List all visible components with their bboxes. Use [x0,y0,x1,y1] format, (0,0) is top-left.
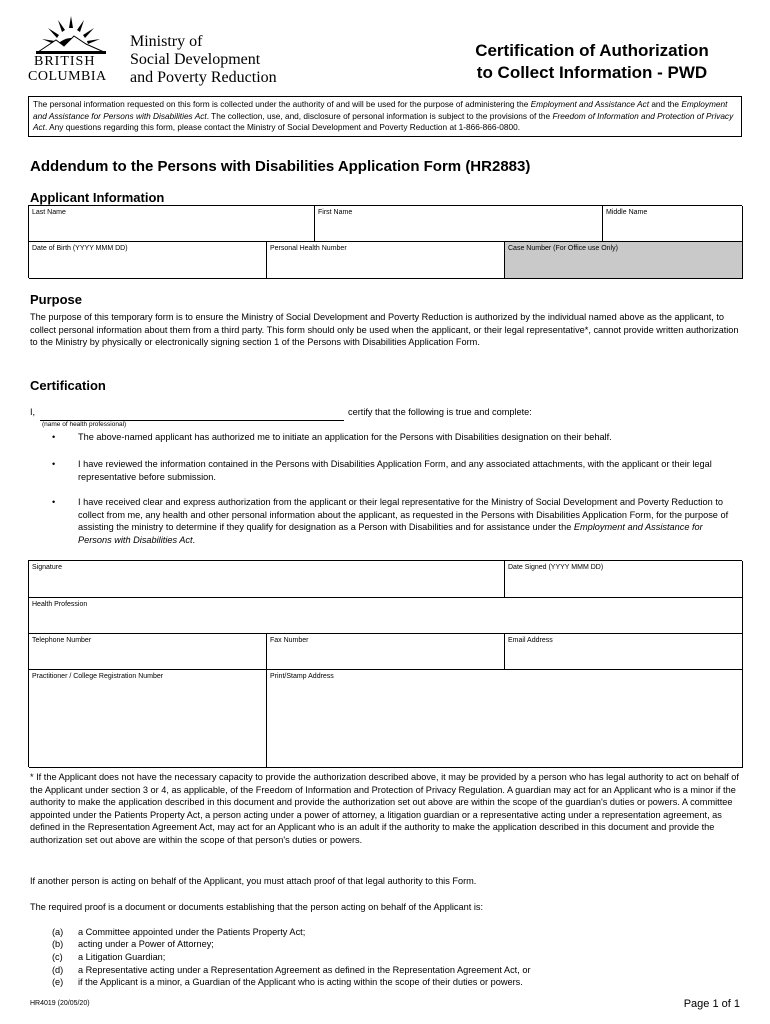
proof-item-label: (d) [52,965,64,975]
proof-item-text: if the Applicant is a minor, a Guardian of the Applicant who is acting within the scope of their duties or powers. [78,977,523,987]
certify-text: certify that the following is true and complete: [348,407,532,417]
privacy-notice [28,96,742,137]
footnote-text: * If the Applicant does not have the necessary capacity to provide the authorization described above, it may be provided by a person who has legal authority to act on behalf of the Applicant under section 3 or 4, as applicable, of the Freedom of Information and Protection of Privacy Regulation. A guardian may act for an Applicant who is a minor if the authority to make the application described in this document and provide the authorization set out above are within the scope of the guardian's duties or powers. A committee appointed under the Patients Property Act, a person acting under a power of attorney, a litigation guardian or a representative acting under a representation agreement, as defined in the Representation Agreement Act, may act for an Applicant who is an adult if the authority to make the application described in this document and provide the authorization set out above are within the scope of that person's duties or powers. [30,772,739,845]
certification-heading: Certification [30,378,106,393]
province-name-line1: BRITISH [34,54,96,69]
date-signed-label: Date Signed (YYYY MMM DD) [508,564,604,571]
fax-field[interactable] [267,634,505,670]
purpose-heading: Purpose [30,292,83,307]
proof-item-b [52,938,742,951]
proof-item-a [52,926,742,939]
email-field[interactable] [505,634,743,670]
ministry-line2: Social Development [130,51,261,68]
proof-item-label: (b) [52,939,64,949]
email-label: Email Address [508,637,553,644]
proof-item-d [52,964,742,977]
cert-bullet-2-text: I have reviewed the information contained in the Persons with Disabilities Application Form, and any associated attachments, with the applicant or their legal representative before submission. [78,459,712,482]
bullet3-act: Employment and Assistance for Persons with Disabilities Act [78,522,703,545]
proof-item-label: (e) [52,977,64,987]
date-signed-field[interactable] [505,561,743,598]
proof-item-label: (c) [52,952,63,962]
notice-act3: Freedom of Information and Protection of Privacy Act [33,110,734,132]
first-name-field[interactable] [315,206,603,242]
dob-label: Date of Birth (YYYY MMM DD) [32,245,128,252]
notice-part3: . The collection, use, and, disclosure of personal information is subject to the provisions of the [206,110,553,121]
bullet-dot: • [52,459,56,469]
stamp-address-field[interactable] [267,670,743,768]
proof-item-label: (a) [52,927,64,937]
health-professional-caption: (name of health professional) [42,421,127,428]
signature-grid [28,560,742,767]
proof-item-e [52,976,742,989]
form-code: HR4019 (20/05/20) [30,1000,90,1007]
notice-act1: Employment and Assistance Act [530,99,650,109]
notice-part2: and the [649,99,682,109]
bullet-dot: • [52,432,56,442]
page-number: Page 1 of 1 [683,998,740,1010]
bc-logo [28,14,114,86]
registration-number-field[interactable] [29,670,267,768]
last-name-field[interactable] [29,206,315,242]
health-profession-label: Health Profession [32,601,88,608]
case-number-field [505,242,743,279]
i-label: I, [30,407,36,417]
bc-sun-mountain-icon [28,14,114,54]
proof-item-text: a Representative acting under a Representation Agreement as defined in the Representation Agreement Act, or [78,965,531,975]
form-title [442,40,742,84]
cert-bullet-1-text: The above-named applicant has authorized me to initiate an application for the Persons with Disabilities designation on their behalf. [78,432,612,442]
fax-label: Fax Number [270,637,309,644]
last-name-label: Last Name [32,209,66,216]
registration-number-label: Practitioner / College Registration Number [32,673,164,680]
main-title: Addendum to the Persons with Disabilities Application Form (HR2883) [30,158,531,175]
proof-item-text: a Committee appointed under the Patients Property Act; [78,927,306,937]
applicant-heading: Applicant Information [30,190,165,205]
bullet-dot: • [52,497,56,507]
notice-act2: Employment and Assistance for Persons with Disabilities Act [33,99,728,121]
middle-name-label: Middle Name [606,209,648,216]
telephone-label: Telephone Number [32,637,92,644]
form-title-line1: Certification of Authorization [475,41,709,60]
phn-label: Personal Health Number [270,245,347,252]
required-proof-text: The required proof is a document or documents establishing that the person acting on behalf of the Applicant is: [30,902,484,912]
purpose-text: The purpose of this temporary form is to ensure the Ministry of Social Development and Poverty Reduction is authorized by the individual named above as the applicant, to collect personal information about them from a third party. This form should only be used when the applicant, or their legal representative*, cannot provide written authorization to the Ministry by physically or electronically signing section 1 of the Persons with Disabilities Application Form. [30,312,739,348]
phn-field[interactable] [267,242,505,279]
applicant-grid [28,205,742,278]
signature-field[interactable] [29,561,505,598]
telephone-field[interactable] [29,634,267,670]
proof-item-text: a Litigation Guardian; [78,952,166,962]
notice-part4: . Any questions regarding this form, please contact the Ministry of Social Development and Poverty Reduction at 1-866-866-0800. [45,122,521,132]
first-name-label: First Name [318,209,353,216]
health-profession-field[interactable] [29,598,743,634]
stamp-address-label: Print/Stamp Address [270,673,334,680]
signature-label: Signature [32,564,62,571]
proof-item-text: acting under a Power of Attorney; [78,939,214,949]
proof-item-c [52,951,742,964]
dob-field[interactable] [29,242,267,279]
cert-bullet-3-text [78,496,738,546]
another-person-text: If another person is acting on behalf of the Applicant, you must attach proof of that legal authority to this Form. [30,876,477,886]
bullet3-end: . [192,534,196,545]
notice-part1: The personal information requested on this form is collected under the authority of and will be used for the purpose of administering the [33,99,531,109]
form-title-line2: to Collect Information - PWD [476,63,708,82]
ministry-line3: and Poverty Reduction [130,69,277,86]
ministry-line1: Ministry of [130,33,203,50]
province-name-line2: COLUMBIA [28,69,107,84]
bullet3-part1: I have received clear and express authorization from the applicant or their legal representative for the Ministry of Social Development and Poverty Reduction to collect from me, any health and other personal information about the applicant, as requested in the Persons with Disabilities Application Form, for the purpose of assisting the ministry to determine if they qualify for designation as a Person with Disabilities and for assistance under the [78,497,729,533]
case-number-label: Case Number (For Office use Only) [508,245,618,252]
middle-name-field[interactable] [603,206,743,242]
